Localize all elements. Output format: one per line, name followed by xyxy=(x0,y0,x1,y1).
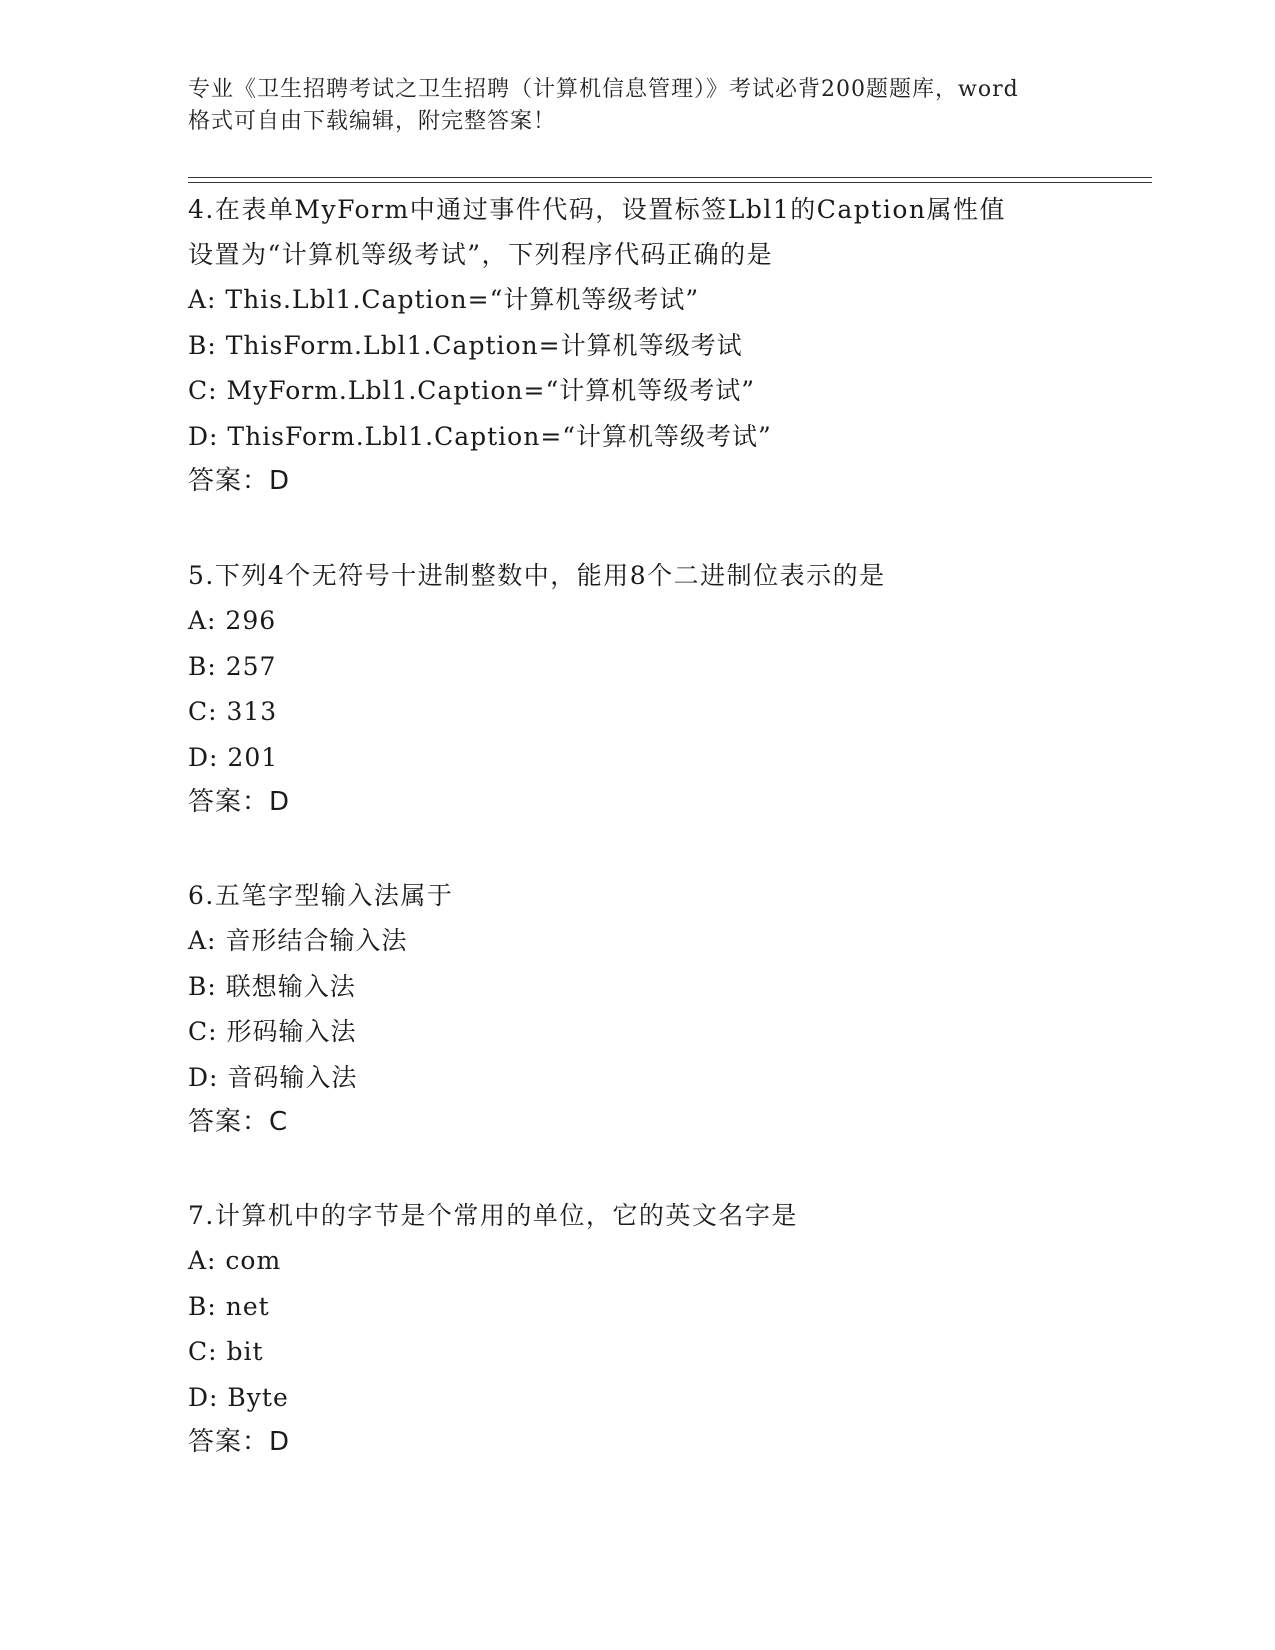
option-b: B: 257 xyxy=(188,651,277,681)
answer-line: 答案：D xyxy=(188,787,291,817)
option-d: D: Byte xyxy=(188,1382,289,1412)
header-line-2: 格式可自由下载编辑，附完整答案！ xyxy=(188,109,557,134)
document-header xyxy=(188,74,1098,138)
option-a: A: 音形结合输入法 xyxy=(188,926,408,955)
option-c: C: 形码输入法 xyxy=(188,1017,357,1046)
option-a: A: com xyxy=(188,1246,282,1275)
header-divider-top xyxy=(188,177,1152,178)
question-stem-continued: 设置为“计算机等级考试”，下列程序代码正确的是 xyxy=(188,240,774,269)
option-b: B: 联想输入法 xyxy=(188,971,356,1001)
option-d: D: 201 xyxy=(188,742,279,772)
question-7 xyxy=(188,1193,1088,1464)
question-5 xyxy=(188,553,1088,824)
option-b: B: ThisForm.Lbl1.Caption=计算机等级考试 xyxy=(188,330,743,360)
answer-line: 答案：C xyxy=(188,1107,289,1137)
question-stem: 7.计算机中的字节是个常用的单位，它的英文名字是 xyxy=(188,1201,798,1230)
question-stem: 6.五笔字型输入法属于 xyxy=(188,881,454,910)
option-b: B: net xyxy=(188,1291,270,1321)
question-4 xyxy=(188,187,1088,503)
option-d: D: ThisForm.Lbl1.Caption=“计算机等级考试” xyxy=(188,421,772,451)
option-c: C: 313 xyxy=(188,697,278,726)
option-c: C: bit xyxy=(188,1337,264,1366)
option-c: C: MyForm.Lbl1.Caption=“计算机等级考试” xyxy=(188,376,756,405)
option-a: A: This.Lbl1.Caption=“计算机等级考试” xyxy=(188,285,700,314)
answer-line: 答案：D xyxy=(188,466,291,496)
option-d: D: 音码输入法 xyxy=(188,1062,358,1092)
question-stem: 4.在表单MyForm中通过事件代码，设置标签Lbl1的Caption属性值 xyxy=(188,195,1007,224)
question-stem: 5.下列4个无符号十进制整数中，能用8个二进制位表示的是 xyxy=(188,561,886,590)
question-6 xyxy=(188,873,1088,1144)
option-a: A: 296 xyxy=(188,606,277,635)
header-divider-bottom xyxy=(188,182,1152,183)
answer-line: 答案：D xyxy=(188,1427,291,1457)
header-line-1: 专业《卫生招聘考试之卫生招聘（计算机信息管理）》考试必背200题题库，word xyxy=(188,77,1019,102)
